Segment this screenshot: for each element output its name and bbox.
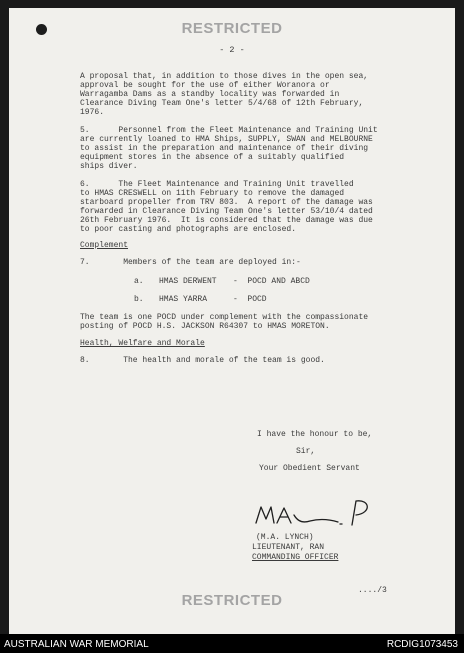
p7-after-line: posting of POCD H.S. JACKSON R64307 to HMAS MORETON. (80, 322, 330, 331)
p7-after-line: The team is one POCD under complement with the compassionate (80, 313, 369, 322)
p6-line: 6. The Fleet Maintenance and Training Unit travelled (80, 180, 354, 189)
signature-name: (M.A. LYNCH) (256, 533, 314, 542)
p6-line: starboard propeller from TRV 803. A report of the damage was (80, 198, 373, 207)
p7-item-label: b. (134, 295, 144, 304)
p7-item-label: a. (134, 277, 144, 286)
footer-record-id: RCDIG1073453 (386, 639, 458, 650)
classification-stamp-top: RESTRICTED (181, 20, 283, 37)
handwritten-signature (254, 497, 378, 531)
heading-complement: Complement (80, 241, 129, 250)
p4-line: Clearance Diving Team One's letter 5/4/68 of 12th February, (80, 99, 364, 108)
p5-line: ships diver. (80, 162, 138, 171)
p7-item-role: - POCD (233, 295, 267, 304)
p6-line: 26th February 1976. It is considered that the damage was due (80, 216, 373, 225)
p6-line: to HMAS CRESWELL on 11th February to remove the damaged (80, 189, 345, 198)
p7-intro: 7. Members of the team are deployed in:- (80, 258, 301, 267)
p4-line: approval be sought for the use of either Woranora or (80, 81, 330, 90)
p6-line: forwarded in Clearance Diving Team One's letter 53/10/4 dated (80, 207, 373, 216)
page-number: - 2 - (219, 45, 245, 55)
heading-health: Health, Welfare and Morale (80, 339, 205, 348)
p4-line: A proposal that, in addition to those dives in the open sea, (80, 72, 369, 81)
footer-institution: AUSTRALIAN WAR MEMORIAL (4, 639, 149, 650)
archive-footer (0, 634, 464, 653)
p5-line: equipment stores in the absence of a suitably qualified (80, 153, 345, 162)
closing-line: I have the honour to be, (257, 430, 373, 439)
p5-line: are currently loaned to HMA Ships, SUPPLY, SWAN and MELBOURNE (80, 135, 373, 144)
classification-stamp-bottom: RESTRICTED (181, 592, 283, 609)
p7-item-role: - POCD AND ABCD (233, 277, 310, 286)
p8-text: 8. The health and morale of the team is good. (80, 356, 325, 365)
closing-line: Your Obedient Servant (259, 464, 360, 473)
signature-title: COMMANDING OFFICER (252, 553, 339, 562)
continuation-marker: ..../3 (358, 586, 387, 595)
closing-line: Sir, (296, 447, 316, 456)
p5-line: 5. Personnel from the Fleet Maintenance and Training Unit (80, 126, 378, 135)
p7-item-ship: HMAS DERWENT (159, 277, 217, 286)
p6-line: to poor casting and photographs are enclosed. (80, 225, 297, 234)
signature-rank: LIEUTENANT, RAN (252, 543, 325, 552)
p4-line: 1976. (80, 108, 105, 117)
p7-item-ship: HMAS YARRA (159, 295, 208, 304)
p4-line: Warragamba Dams as a standby locality was forwarded in (80, 90, 340, 99)
p5-line: to assist in the preparation and maintenance of their diving (80, 144, 369, 153)
